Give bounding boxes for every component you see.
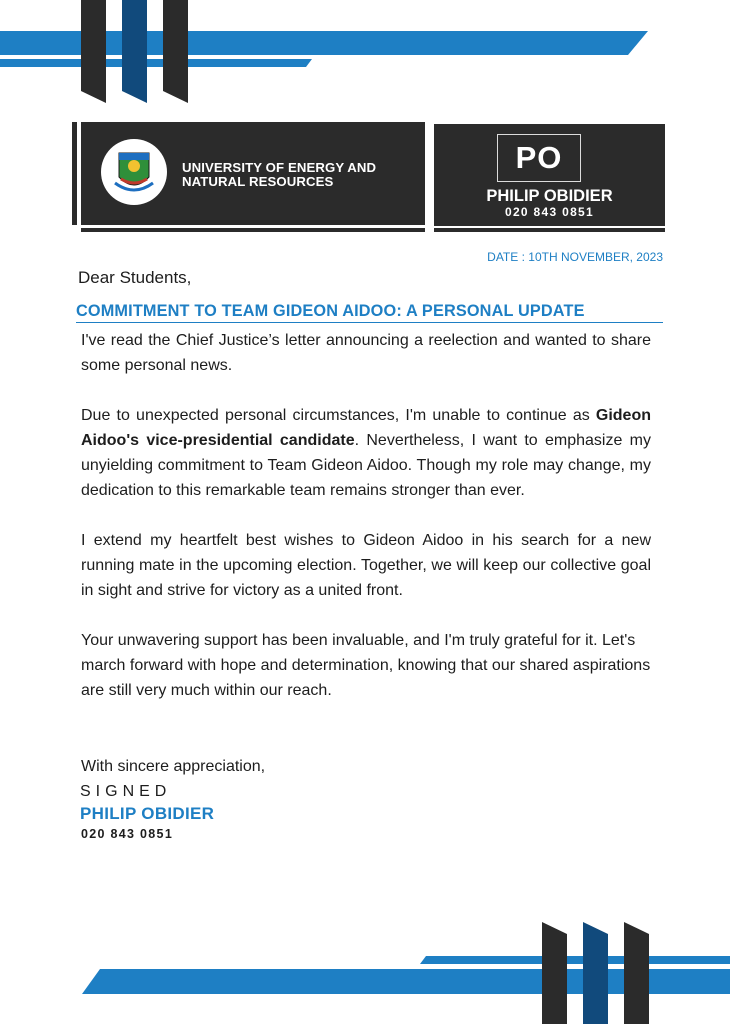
letter-date: DATE : 10TH NOVEMBER, 2023: [487, 250, 663, 264]
candidate-monogram: PO: [497, 134, 581, 182]
candidate-phone: 020 843 0851: [504, 205, 594, 219]
university-name-line2: NATURAL RESOURCES: [182, 174, 334, 189]
university-name-line1: UNIVERSITY OF ENERGY AND: [182, 160, 377, 175]
paragraph-2-end: . Nevertheless, I want to emphasize my unyielding commitment to Team Gideon Aidoo. Though my role may change, my dedication to this remarkable team remains stronger than ever.: [81, 432, 652, 499]
university-crest-icon: [101, 139, 167, 205]
university-name: [182, 161, 412, 189]
paragraph-4: Your unwavering support has been invaluable, and I'm truly grateful for it. Let's march forward with hope and determination, knowing that our shared aspirations are still very much within our reach.: [81, 632, 651, 699]
subject-underline: [76, 322, 663, 323]
paragraph-2: [81, 403, 651, 503]
paragraph-3: I extend my heartfelt best wishes to Gideon Aidoo in his search for a new running mate in the upcoming election. Together, we will keep our collective goal in sight and strive for victory as a united front.: [81, 532, 651, 599]
candidate-header-underline: [434, 228, 665, 232]
candidate-name: PHILIP OBIDIER: [486, 187, 613, 205]
letter-subject: COMMITMENT TO TEAM GIDEON AIDOO: A PERSONAL UPDATE: [76, 302, 585, 320]
salutation: Dear Students,: [78, 268, 192, 287]
bottom-stripes-decoration: [0, 914, 730, 1024]
letter-body: [81, 328, 651, 728]
signatory-phone: 020 843 0851: [81, 827, 174, 841]
header-left-accent-bar: [72, 122, 77, 225]
signed-label: SIGNED: [80, 783, 172, 800]
university-header-underline: [81, 228, 425, 232]
paragraph-2-start: Due to unexpected personal circumstances, I'm unable to continue as: [81, 407, 596, 424]
paragraph-2-bold: Gideon Aidoo's vice-presidential candidate: [81, 407, 651, 449]
paragraph-1: I've read the Chief Justice’s letter announcing a reelection and wanted to share some personal news.: [81, 332, 651, 374]
signatory-name: PHILIP OBIDIER: [80, 804, 215, 823]
closing-line: With sincere appreciation,: [81, 758, 266, 775]
university-logo: [101, 139, 167, 205]
top-stripes-decoration: [0, 0, 730, 110]
